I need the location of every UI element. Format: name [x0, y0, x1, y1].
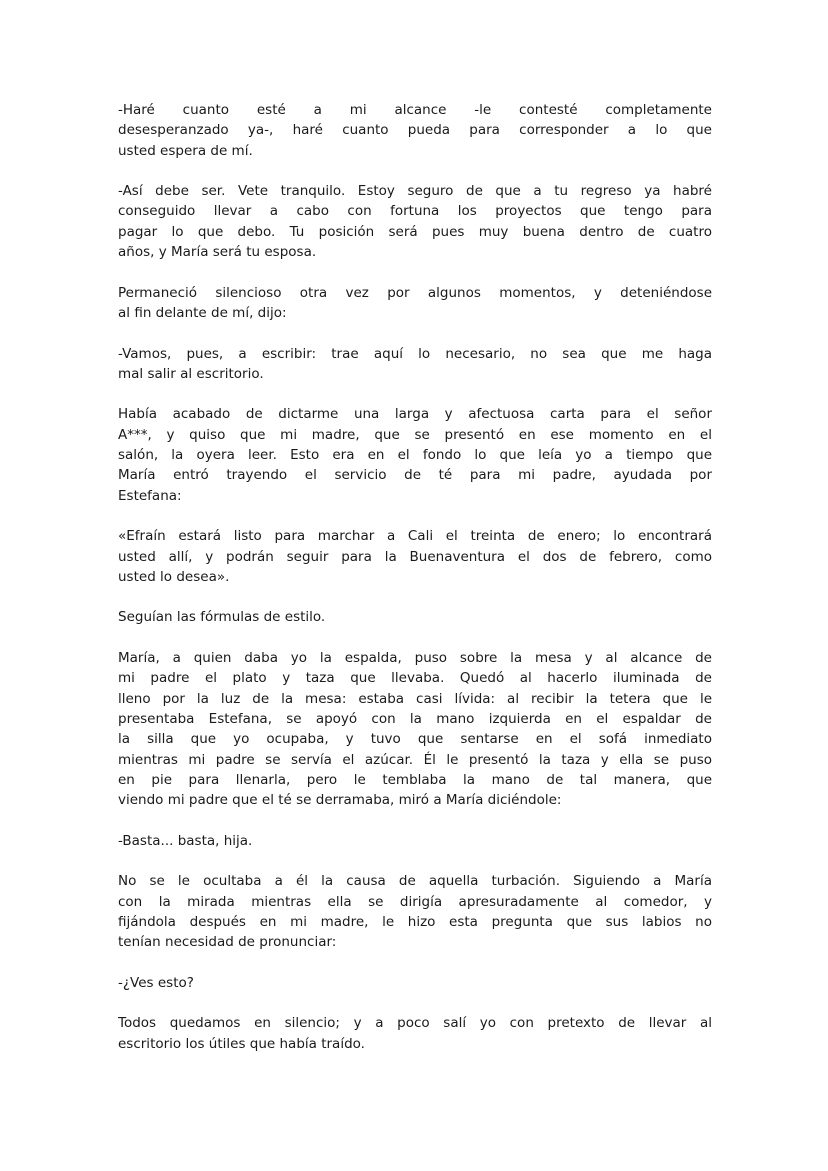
text-line: viendo mi padre que el té se derramaba, miró a María diciéndole: — [118, 792, 562, 809]
paragraph — [118, 1013, 712, 1054]
text-line: Había acabado de dictarme una larga y afectuosa carta para el señor — [118, 406, 712, 423]
paragraph — [118, 973, 712, 993]
text-line: Todos quedamos en silencio; y a poco salí yo con pretexto de llevar al — [118, 1015, 712, 1032]
text-line: salón, la oyera leer. Esto era en el fondo lo que leía yo a tiempo que — [118, 447, 712, 464]
text-line: usted lo desea». — [118, 568, 230, 585]
text-line: María entró trayendo el servicio de té para mi padre, ayudada por — [118, 467, 712, 484]
text-line: conseguido llevar a cabo con fortuna los proyectos que tengo para — [118, 203, 712, 220]
text-line: con la mirada mientras ella se dirigía apresuradamente al comedor, y — [118, 893, 712, 910]
text-line: la silla que yo ocupaba, y tuvo que sentarse en el sofá inmediato — [118, 731, 712, 748]
text-line: -¿Ves esto? — [118, 974, 194, 991]
paragraph — [118, 526, 712, 587]
paragraph — [118, 100, 712, 161]
text-line: No se le ocultaba a él la causa de aquella turbación. Siguiendo a María — [118, 873, 712, 890]
text-line: pagar lo que debo. Tu posición será pues muy buena dentro de cuatro — [118, 223, 712, 240]
paragraph — [118, 344, 712, 385]
text-line: años, y María será tu esposa. — [118, 244, 317, 261]
text-line: -Haré cuanto esté a mi alcance -le contesté completamente — [118, 102, 712, 118]
text-line: tenían necesidad de pronunciar: — [118, 934, 337, 951]
text-line: en pie para llenarla, pero le temblaba la mano de tal manera, que — [118, 771, 712, 788]
paragraph — [118, 404, 712, 505]
text-line: lleno por la luz de la mesa: estaba casi lívida: al recibir la tetera que le — [118, 690, 712, 707]
text-line: María, a quien daba yo la espalda, puso sobre la mesa y al alcance de — [118, 650, 712, 667]
paragraph — [118, 283, 712, 324]
text-line: «Efraín estará listo para marchar a Cali el treinta de enero; lo encontrará — [118, 528, 712, 545]
paragraph — [118, 648, 712, 810]
text-line: A***, y quiso que mi madre, que se presentó en ese momento en el — [118, 426, 712, 443]
text-line: -Vamos, pues, a escribir: trae aquí lo necesario, no sea que me haga — [118, 345, 712, 362]
paragraph — [118, 871, 712, 952]
document-page — [118, 100, 712, 1074]
text-line: usted allí, y podrán seguir para la Buenaventura el dos de febrero, como — [118, 548, 712, 565]
text-line: Seguían las fórmulas de estilo. — [118, 609, 326, 626]
text-line: fijándola después en mi madre, le hizo esta pregunta que sus labios no — [118, 913, 712, 930]
text-line: presentaba Estefana, se apoyó con la mano izquierda en el espaldar de — [118, 710, 712, 727]
text-line: usted espera de mí. — [118, 142, 253, 159]
text-line: al fin delante de mí, dijo: — [118, 304, 287, 321]
text-line: mal salir al escritorio. — [118, 365, 264, 382]
text-line: Estefana: — [118, 487, 182, 504]
text-line: desesperanzado ya-, haré cuanto pueda para corresponder a lo que — [118, 122, 712, 139]
paragraph — [118, 607, 712, 627]
text-line: mi padre el plato y taza que llevaba. Quedó al hacerlo iluminada de — [118, 670, 712, 687]
paragraph — [118, 181, 712, 262]
paragraph — [118, 831, 712, 851]
text-line: mientras mi padre se servía el azúcar. Él le presentó la taza y ella se puso — [118, 751, 712, 768]
text-line: escritorio los útiles que había traído. — [118, 1035, 365, 1052]
text-line: -Basta... basta, hija. — [118, 832, 253, 849]
text-line: -Así debe ser. Vete tranquilo. Estoy seguro de que a tu regreso ya habré — [118, 183, 712, 200]
text-line: Permaneció silencioso otra vez por algunos momentos, y deteniéndose — [118, 284, 712, 301]
